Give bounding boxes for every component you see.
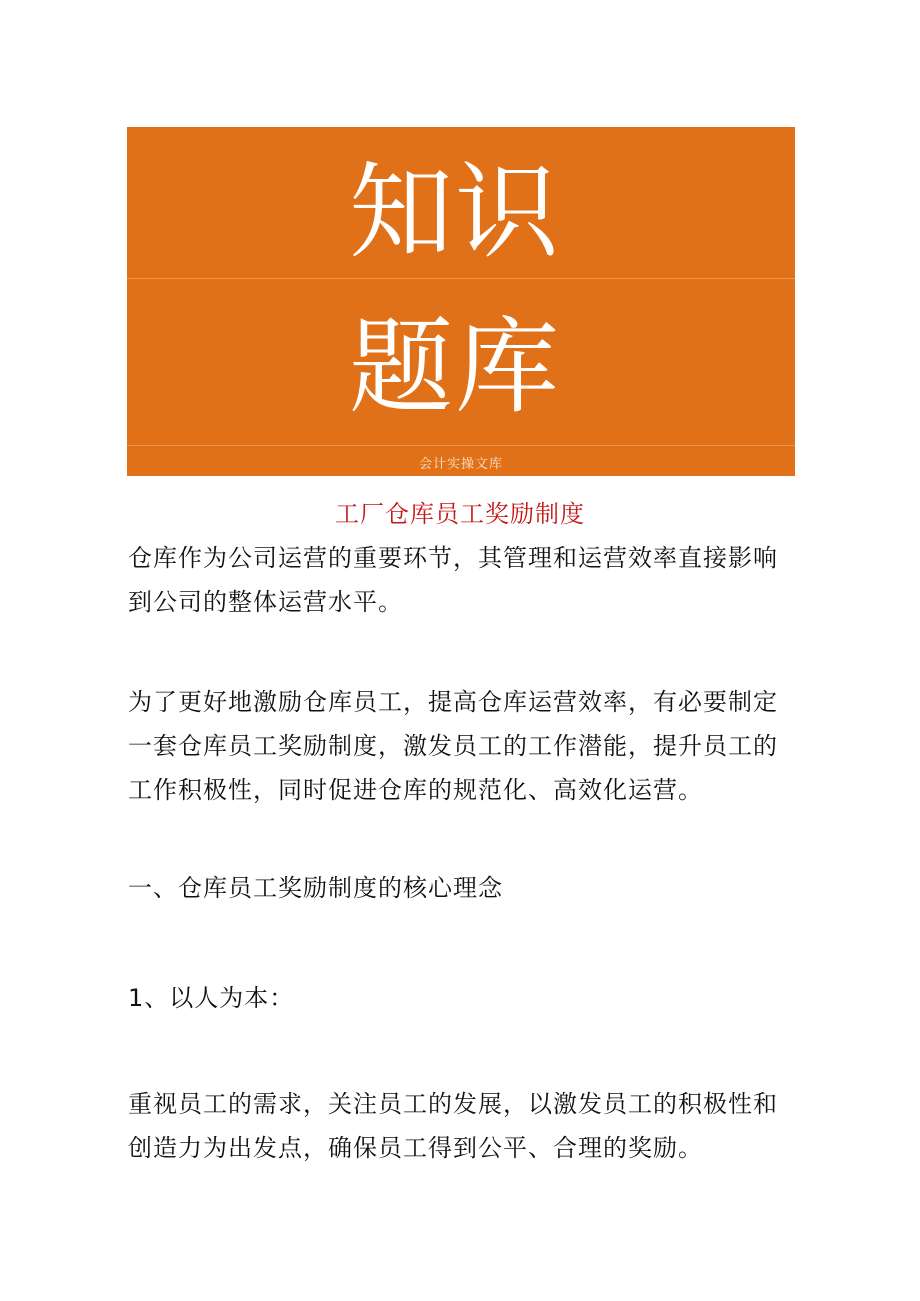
banner-title-line1: 知识 (349, 151, 562, 273)
document-title: 工厂仓库员工奖励制度 (335, 500, 585, 528)
banner-caption: 会计实操文库 (418, 457, 503, 472)
paragraph-body: 重视员工的需求，关注员工的发展，以激发员工的积极性和创造力为出发点，确保员工得到公平、合理的奖励。 (128, 1090, 778, 1162)
banner-title-line2: 题库 (349, 306, 562, 428)
banner-divider-top (127, 278, 795, 279)
cover-banner (127, 127, 795, 476)
banner-divider-bottom (127, 445, 795, 446)
paragraph-purpose: 为了更好地激励仓库员工，提高仓库运营效率，有必要制定一套仓库员工奖励制度，激发员工的工作潜能，提升员工的工作积极性，同时促进仓库的规范化、高效化运营。 (128, 688, 778, 804)
paragraph-intro: 仓库作为公司运营的重要环节，其管理和运营效率直接影响到公司的整体运营水平。 (128, 544, 778, 616)
section-heading: 一、仓库员工奖励制度的核心理念 (128, 874, 503, 902)
subsection-heading: 1、以人为本： (128, 984, 295, 1012)
